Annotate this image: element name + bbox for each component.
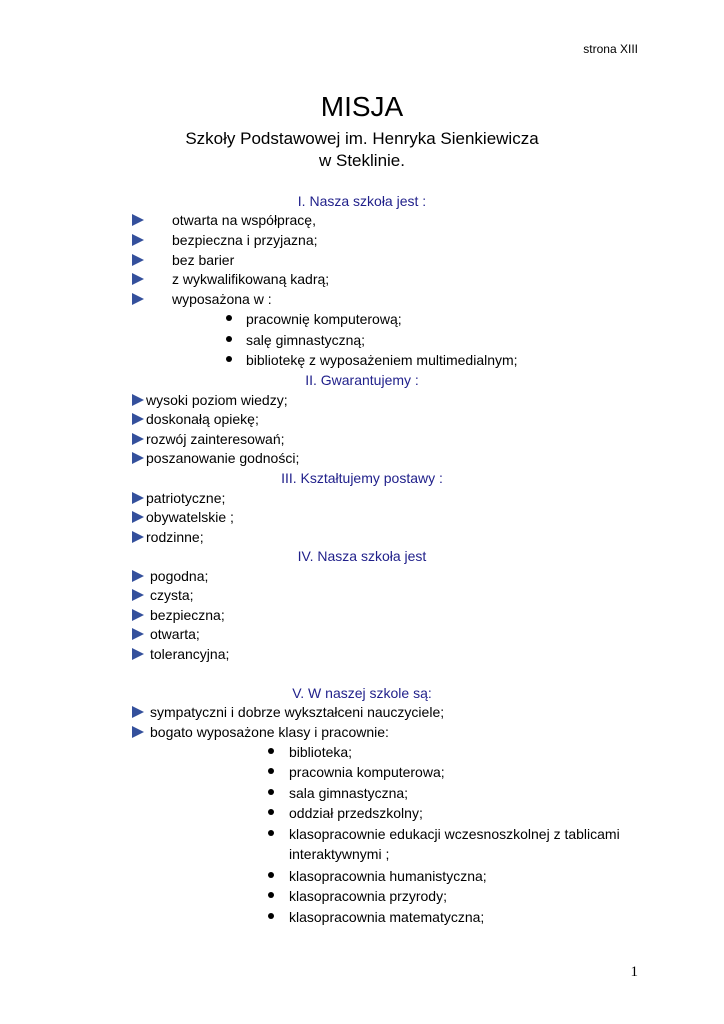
sub-list-item: pracownia komputerowa; bbox=[289, 764, 445, 780]
list-item: otwarta na współpracę, bbox=[172, 212, 316, 228]
arrow-bullet-icon bbox=[132, 706, 144, 718]
arrow-bullet-icon bbox=[132, 452, 144, 464]
arrow-bullet-icon bbox=[132, 254, 144, 266]
subtitle-line-2: w Steklinie. bbox=[319, 151, 405, 170]
list-item: bogato wyposażone klasy i pracownie: bbox=[150, 724, 389, 740]
page-label: strona XIII bbox=[583, 42, 638, 56]
sub-list-item: bibliotekę z wyposażeniem multimedialnym; bbox=[246, 352, 518, 368]
sub-list-item: salę gimnastyczną; bbox=[246, 332, 366, 348]
arrow-bullet-icon bbox=[132, 492, 144, 504]
dot-bullet-icon bbox=[268, 789, 274, 795]
list-item: poszanowanie godności; bbox=[146, 450, 300, 466]
list-item: wyposażona w : bbox=[172, 291, 272, 307]
arrow-bullet-icon bbox=[132, 273, 144, 285]
arrow-bullet-icon bbox=[132, 609, 144, 621]
sub-list-item: pracownię komputerową; bbox=[246, 311, 402, 327]
arrow-bullet-icon bbox=[132, 531, 144, 543]
sub-list-item: sala gimnastyczna; bbox=[289, 785, 409, 801]
dot-bullet-icon bbox=[226, 336, 232, 342]
dot-bullet-icon bbox=[226, 315, 232, 321]
arrow-bullet-icon bbox=[132, 648, 144, 660]
list-item: obywatelskie ; bbox=[146, 509, 234, 525]
dot-bullet-icon bbox=[226, 356, 232, 362]
arrow-bullet-icon bbox=[132, 214, 144, 226]
arrow-bullet-icon bbox=[132, 726, 144, 738]
document-title: MISJA bbox=[320, 91, 404, 122]
dot-bullet-icon bbox=[268, 748, 274, 754]
section-1-heading: I. Nasza szkoła jest : bbox=[297, 193, 427, 209]
list-item: bez barier bbox=[172, 252, 235, 268]
subtitle-line-1: Szkoły Podstawowej im. Henryka Sienkiewicza bbox=[185, 129, 539, 148]
section-3-heading: III. Kształtujemy postawy : bbox=[281, 470, 443, 486]
arrow-bullet-icon bbox=[132, 293, 144, 305]
dot-bullet-icon bbox=[268, 892, 274, 898]
sub-list-item: klasopracownia przyrody; bbox=[289, 888, 447, 904]
list-item: pogodna; bbox=[150, 568, 209, 584]
dot-bullet-icon bbox=[268, 913, 274, 919]
dot-bullet-icon bbox=[268, 872, 274, 878]
arrow-bullet-icon bbox=[132, 589, 144, 601]
arrow-bullet-icon bbox=[132, 433, 144, 445]
list-item: sympatyczni i dobrze wykształceni nauczyciele; bbox=[150, 704, 445, 720]
section-5-heading: V. W naszej szkole są: bbox=[292, 685, 432, 701]
dot-bullet-icon bbox=[268, 830, 274, 836]
list-item: wysoki poziom wiedzy; bbox=[146, 392, 288, 408]
list-item: rodzinne; bbox=[146, 529, 204, 545]
list-item: tolerancyjna; bbox=[150, 646, 230, 662]
page-number: 1 bbox=[630, 964, 638, 980]
sub-list-item: biblioteka; bbox=[289, 744, 353, 760]
sub-list-item: klasopracownia matematyczna; bbox=[289, 909, 485, 925]
sub-list-item: klasopracownia humanistyczna; bbox=[289, 868, 487, 884]
list-item: doskonałą opiekę; bbox=[146, 411, 259, 427]
list-item: bezpieczna i przyjazna; bbox=[172, 232, 318, 248]
dot-bullet-icon bbox=[268, 768, 274, 774]
list-item: z wykwalifikowaną kadrą; bbox=[172, 271, 330, 287]
arrow-bullet-icon bbox=[132, 394, 144, 406]
list-item: otwarta; bbox=[150, 626, 200, 642]
arrow-bullet-icon bbox=[132, 234, 144, 246]
section-4-heading: IV. Nasza szkoła jest bbox=[297, 548, 427, 564]
arrow-bullet-icon bbox=[132, 413, 144, 425]
section-2-heading: II. Gwarantujemy : bbox=[305, 372, 419, 388]
list-item: rozwój zainteresowań; bbox=[146, 431, 285, 447]
arrow-bullet-icon bbox=[132, 570, 144, 582]
arrow-bullet-icon bbox=[132, 628, 144, 640]
list-item: bezpieczna; bbox=[150, 607, 225, 623]
sub-list-item-continuation: interaktywnymi ; bbox=[289, 846, 390, 862]
list-item: czysta; bbox=[150, 587, 194, 603]
sub-list-item: klasopracownie edukacji wczesnoszkolnej z tablicami bbox=[289, 826, 620, 842]
sub-list-item: oddział przedszkolny; bbox=[289, 805, 423, 821]
dot-bullet-icon bbox=[268, 809, 274, 815]
list-item: patriotyczne; bbox=[146, 490, 226, 506]
arrow-bullet-icon bbox=[132, 511, 144, 523]
